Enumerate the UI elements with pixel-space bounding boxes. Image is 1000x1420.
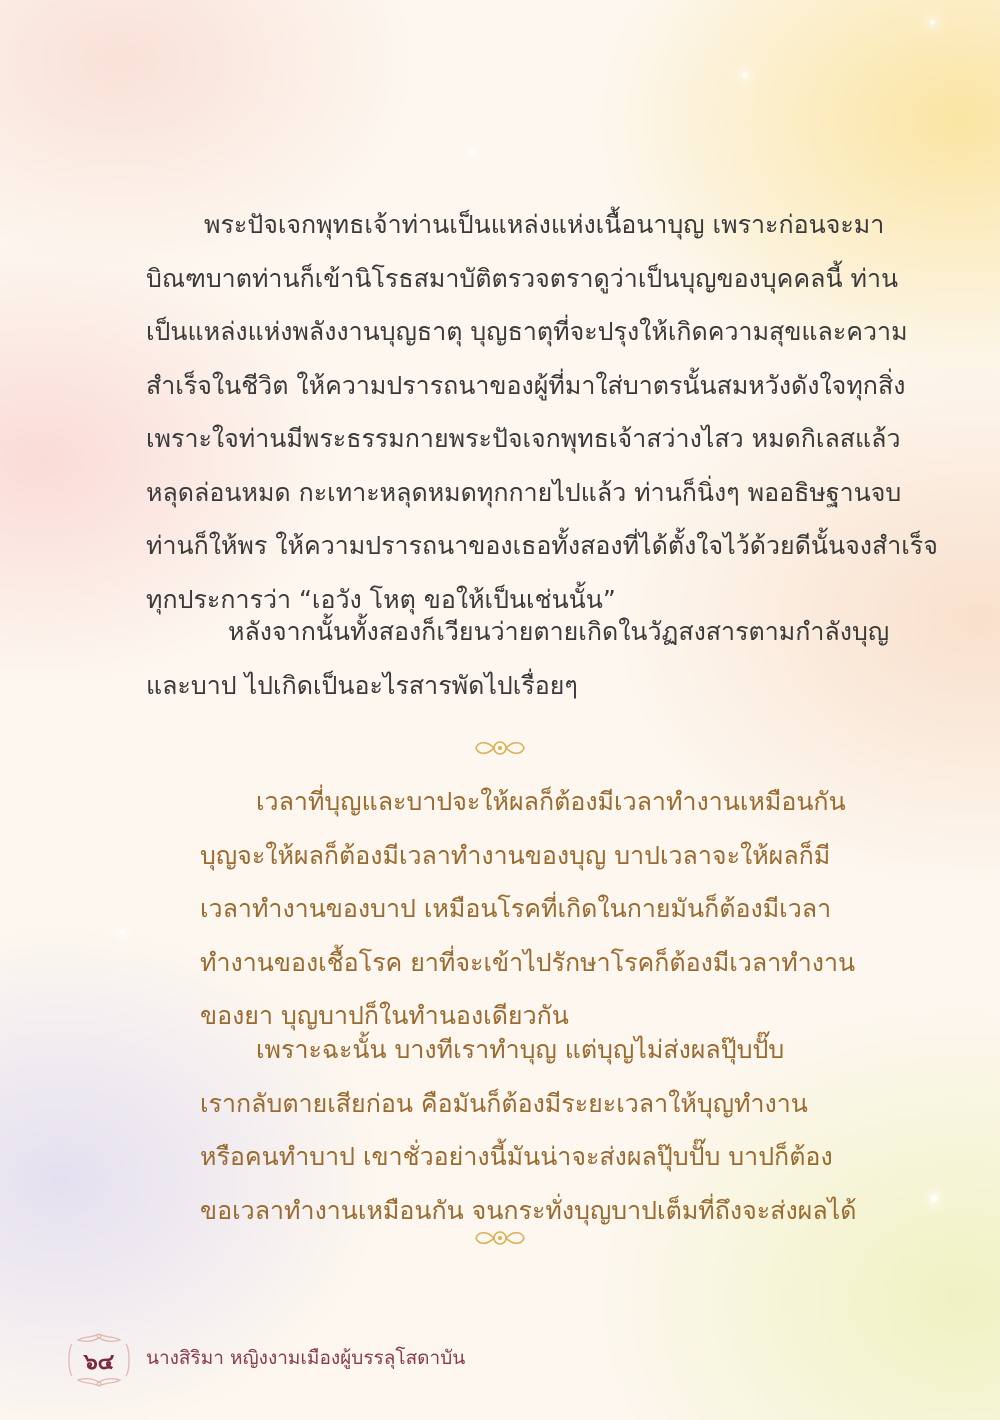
book-title: นางสิริมา หญิงงามเมืองผู้บรรลุโสดาบัน bbox=[146, 1347, 466, 1369]
quote-therefore bbox=[200, 1023, 857, 1237]
page-number: ๖๔ bbox=[83, 1349, 115, 1375]
text-line: ท่านก็ให้พร ให้ความปรารถนาของเธอทั้งสองที่ได้ตั้งใจไว้ด้วยดีนั้นจงสำเร็จ bbox=[146, 531, 938, 560]
text-line: สำเร็จในชีวิต ให้ความปรารถนาของผู้ที่มาใส่บาตรนั้นสมหวังดังใจทุกสิ่ง bbox=[146, 370, 906, 400]
quote-merit-timing bbox=[200, 775, 856, 1043]
quote-line: ขอเวลาทำงานเหมือนกัน จนกระทั่งบุญบาปเต็มที่ถึงจะส่งผลได้ bbox=[200, 1195, 857, 1225]
quote-line: เวลาที่บุญและบาปจะให้ผลก็ต้องมีเวลาทำงานเหมือนกัน bbox=[256, 787, 846, 816]
sparkle-decoration bbox=[742, 72, 748, 78]
ornamental-divider-bottom bbox=[300, 1228, 700, 1248]
text-line: พระปัจเจกพุทธเจ้าท่านเป็นแหล่งแห่งเนื้อนาบุญ เพราะก่อนจะมา bbox=[204, 210, 885, 239]
text-line: และบาป ไปเกิดเป็นอะไรสารพัดไปเรื่อยๆ bbox=[146, 670, 578, 700]
text-line: หลังจากนั้นทั้งสองก็เวียนว่ายตายเกิดในวัฏสงสารตามกำลังบุญ bbox=[228, 617, 890, 646]
sparkle-decoration bbox=[930, 20, 935, 25]
quote-line: เรากลับตายเสียก่อน คือมันก็ต้องมีระยะเวลาให้บุญทำงาน bbox=[200, 1088, 808, 1118]
quote-line: บุญจะให้ผลก็ต้องมีเวลาทำงานของบุญ บาปเวลาจะให้ผลก็มี bbox=[200, 840, 831, 870]
sparkle-decoration bbox=[120, 930, 125, 935]
paragraph-samsara bbox=[146, 605, 890, 712]
text-line: หลุดล่อนหมด กะเทาะหลุดหมดทุกกายไปแล้ว ท่านก็นิ่งๆ พออธิษฐานจบ bbox=[146, 477, 902, 507]
text-line: เป็นแหล่งแห่งพลังงานบุญธาตุ บุญธาตุที่จะปรุงให้เกิดความสุขและความ bbox=[146, 317, 908, 346]
quote-line: เพราะฉะนั้น บางทีเราทำบุญ แต่บุญไม่ส่งผลปุ๊บปั๊บ bbox=[256, 1035, 785, 1064]
ornamental-divider-top bbox=[300, 738, 700, 758]
text-line: ทุกประการว่า “เอวัง โหตุ ขอให้เป็นเช่นนั้น” bbox=[146, 584, 616, 614]
text-line: บิณฑบาตท่านก็เข้านิโรธสมาบัติตรวจตราดูว่าเป็นบุญของบุคคลนี้ ท่าน bbox=[146, 263, 899, 293]
sparkle-decoration bbox=[930, 1195, 938, 1203]
sparkle-decoration bbox=[470, 150, 474, 154]
quote-line: หรือคนทำบาป เขาชั่วอย่างนี้มันน่าจะส่งผลปุ๊บปั๊บ บาปก็ต้อง bbox=[200, 1142, 833, 1171]
quote-line: ของยา บุญบาปก็ในทำนองเดียวกัน bbox=[200, 1001, 569, 1030]
paragraph-pacceka-buddha bbox=[146, 198, 938, 626]
text-line: เพราะใจท่านมีพระธรรมกายพระปัจเจกพุทธเจ้าสว่างไสว หมดกิเลสแล้ว bbox=[146, 424, 901, 453]
quote-line: เวลาทำงานของบาป เหมือนโรคที่เกิดในกายมันก็ต้องมีเวลา bbox=[200, 894, 832, 923]
page-number-ornament bbox=[66, 1330, 132, 1390]
quote-line: ทำงานของเชื้อโรค ยาที่จะเข้าไปรักษาโรคก็ต้องมีเวลาทำงาน bbox=[200, 947, 856, 977]
